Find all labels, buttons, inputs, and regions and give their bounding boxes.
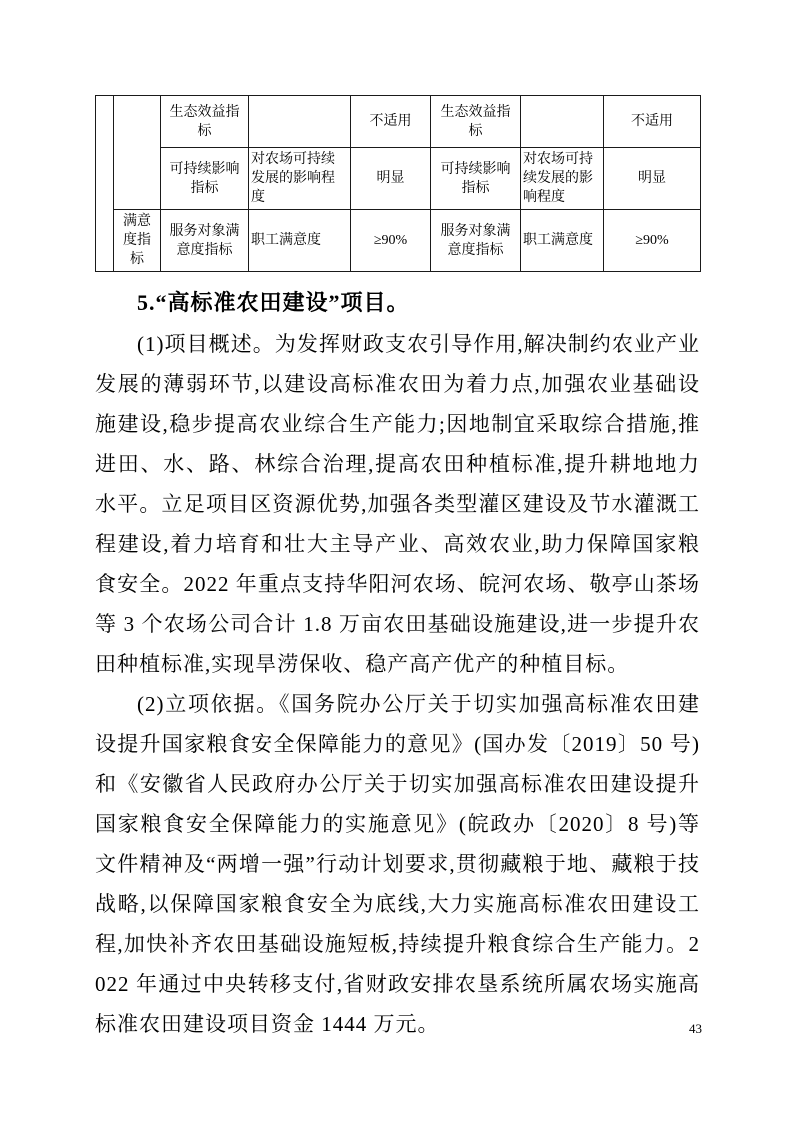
performance-indicator-table (95, 95, 701, 272)
document-content (95, 95, 700, 1044)
table-cell-empty-stub (96, 96, 114, 272)
table-cell-sustainable-impact-indicator-left: 可持续影响指标 (161, 148, 249, 210)
table-cell-obvious-right: 明显 (604, 148, 701, 210)
paragraph-project-overview: (1)项目概述。为发挥财政支农引导作用,解决制约农业产业发展的薄弱环节,以建设高标准农田为着力点,加强农业基础设施建设,稳步提高农业综合生产能力;因地制宜采取综合措施,推进田、水、路、林综合治理,提高农田种植标准,提升耕地地力水平。立足项目区资源优势,加强各类型灌区建设及节水灌溉工程建设,着力培育和壮大主导产业、高效农业,助力保障国家粮食安全。2022 年重点支持华阳河农场、皖河农场、敬亭山茶场等 3 个农场公司合计 1.8 万亩农田基础设施建设,进一步提升农田种植标准,实现旱涝保收、稳产高产优产的种植目标。 (95, 332, 700, 676)
table-cell-empty-category (114, 96, 161, 210)
table-cell-farm-sustainability-impact-right: 对农场可持续发展的影响程度 (521, 148, 604, 210)
table-cell-service-object-satisfaction-left: 服务对象满意度指标 (161, 210, 249, 272)
page-number: 43 (689, 1021, 702, 1036)
table-cell-employee-satisfaction-right: 职工满意度 (521, 210, 604, 272)
table-cell-not-applicable-right: 不适用 (604, 96, 701, 148)
table-cell-eco-benefit-indicator-left: 生态效益指标 (161, 96, 249, 148)
paragraph-project-basis: (2)立项依据。《国务院办公厅关于切实加强高标准农田建设提升国家粮食安全保障能力的意见》(国办发〔2019〕50 号)和《安徽省人民政府办公厅关于切实加强高标准农田建设提升国家粮食安全保障能力的实施意见》(皖政办〔2020〕8 号)等文件精神及“两增一强”行动计划要求,贯彻藏粮于地、藏粮于技战略,以保障国家粮食安全为底线,大力实施高标准农田建设工程,加快补齐农田基础设施短板,持续提升粮食综合生产能力。2022 年通过中央转移支付,省财政安排农垦系统所属农场实施高标准农田建设项目资金 1444 万元。 (95, 692, 700, 1036)
table-cell-obvious-left: 明显 (351, 148, 431, 210)
table-cell-employee-satisfaction-left: 职工满意度 (249, 210, 351, 272)
table-cell-eco-benefit-indicator-right: 生态效益指标 (431, 96, 521, 148)
table-cell-not-applicable-left: 不适用 (351, 96, 431, 148)
table-cell-farm-sustainability-impact-left: 对农场可持续发展的影响程度 (249, 148, 351, 210)
table-cell-satisfaction-target-right: ≥90% (604, 210, 701, 272)
table-cell-satisfaction-target-left: ≥90% (351, 210, 431, 272)
table-cell-satisfaction-indicator-category: 满意度指标 (114, 210, 161, 272)
section-heading: 5.“高标准农田建设”项目。 (137, 290, 410, 315)
table-cell-empty (521, 96, 604, 148)
table-cell-empty (249, 96, 351, 148)
table-cell-sustainable-impact-indicator-right: 可持续影响指标 (431, 148, 521, 210)
table-cell-service-object-satisfaction-right: 服务对象满意度指标 (431, 210, 521, 272)
